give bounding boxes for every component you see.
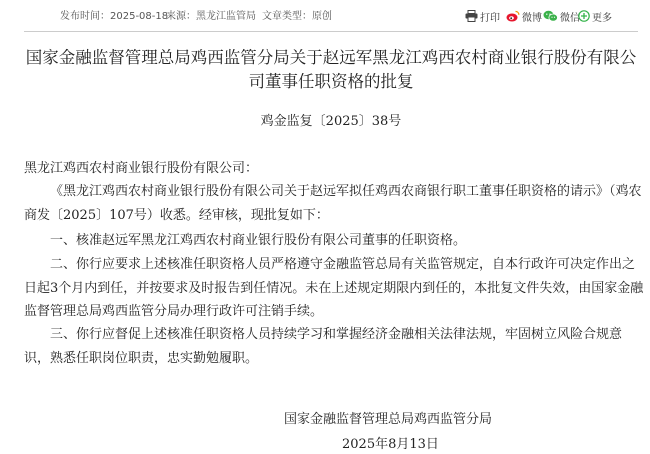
print-button[interactable] [465, 8, 500, 24]
paragraph-requirements: 二、你行应要求上述核准任职资格人员严格遵守金融监管总局有关监管规定，自本行政许可决定作出之日起3个月内到任，并按要求及时报告到任情况。未在上述规定期限内到任的，本批复文件失效，由国家金融监督管理总局鸡西监管分局办理行政许可注销手续。 [24, 257, 644, 319]
article-title: 国家金融监督管理总局鸡西监管分局关于赵远军黑龙江鸡西农村商业银行股份有限公司董事任职资格的批复 [25, 48, 637, 91]
issue-date: 2025年8月13日 [342, 437, 439, 452]
header-divider [24, 31, 638, 32]
plus-circle-icon [578, 10, 590, 22]
weibo-share-button[interactable] [506, 8, 542, 24]
salutation: 黑龙江鸡西农村商业银行股份有限公司： [24, 161, 259, 176]
article-source: 来源：黑龙江监管局 [166, 11, 256, 22]
paragraph-supervision: 三、你行应督促上述核准任职资格人员持续学习和掌握经济金融相关法律法规，牢固树立风险合规意识，熟悉任职岗位职责，忠实勤勉履职。 [24, 327, 623, 366]
publish-date: 发布时间：2025-08-18 [60, 11, 169, 22]
article-type: 文章类型：原创 [262, 11, 332, 22]
paragraph-approval: 一、核准赵远军黑龙江鸡西农村商业银行股份有限公司董事的任职资格。 [50, 233, 467, 248]
document-number: 鸡金监复〔2025〕38号 [260, 114, 402, 129]
wechat-label: 微信 [560, 12, 580, 24]
weibo-label: 微博 [522, 12, 542, 24]
more-label: 更多 [592, 12, 612, 24]
weibo-icon [506, 10, 520, 22]
printer-icon [465, 10, 478, 22]
wechat-icon [543, 10, 558, 22]
issuer-signature: 国家金融监督管理总局鸡西监管分局 [284, 412, 493, 427]
more-share-button[interactable] [578, 8, 612, 24]
print-label: 打印 [480, 12, 500, 24]
wechat-share-button[interactable] [543, 8, 580, 24]
article-meta-bar [0, 0, 650, 32]
paragraph-request: 《黑龙江鸡西农村商业银行股份有限公司关于赵远军拟任鸡西农商银行职工董事任职资格的请示》（鸡农商发〔2025〕107号）收悉。经审核，现批复如下： [24, 184, 642, 223]
